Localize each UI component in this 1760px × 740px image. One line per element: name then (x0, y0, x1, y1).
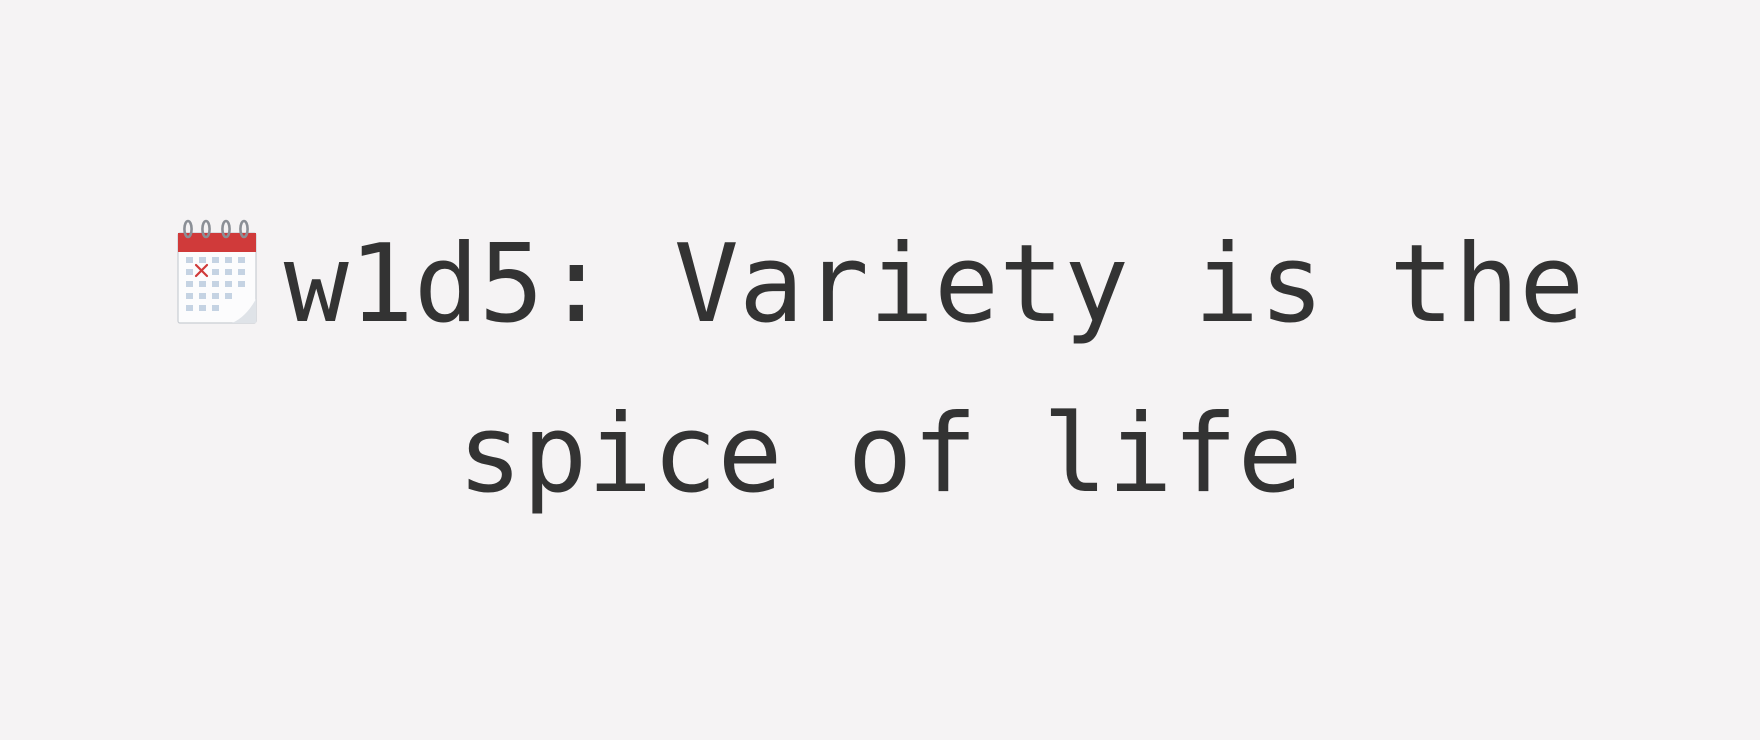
page-title (150, 200, 1610, 540)
title-label: w1d5: Variety is the spice of life (283, 222, 1585, 517)
calendar-icon (176, 219, 258, 327)
